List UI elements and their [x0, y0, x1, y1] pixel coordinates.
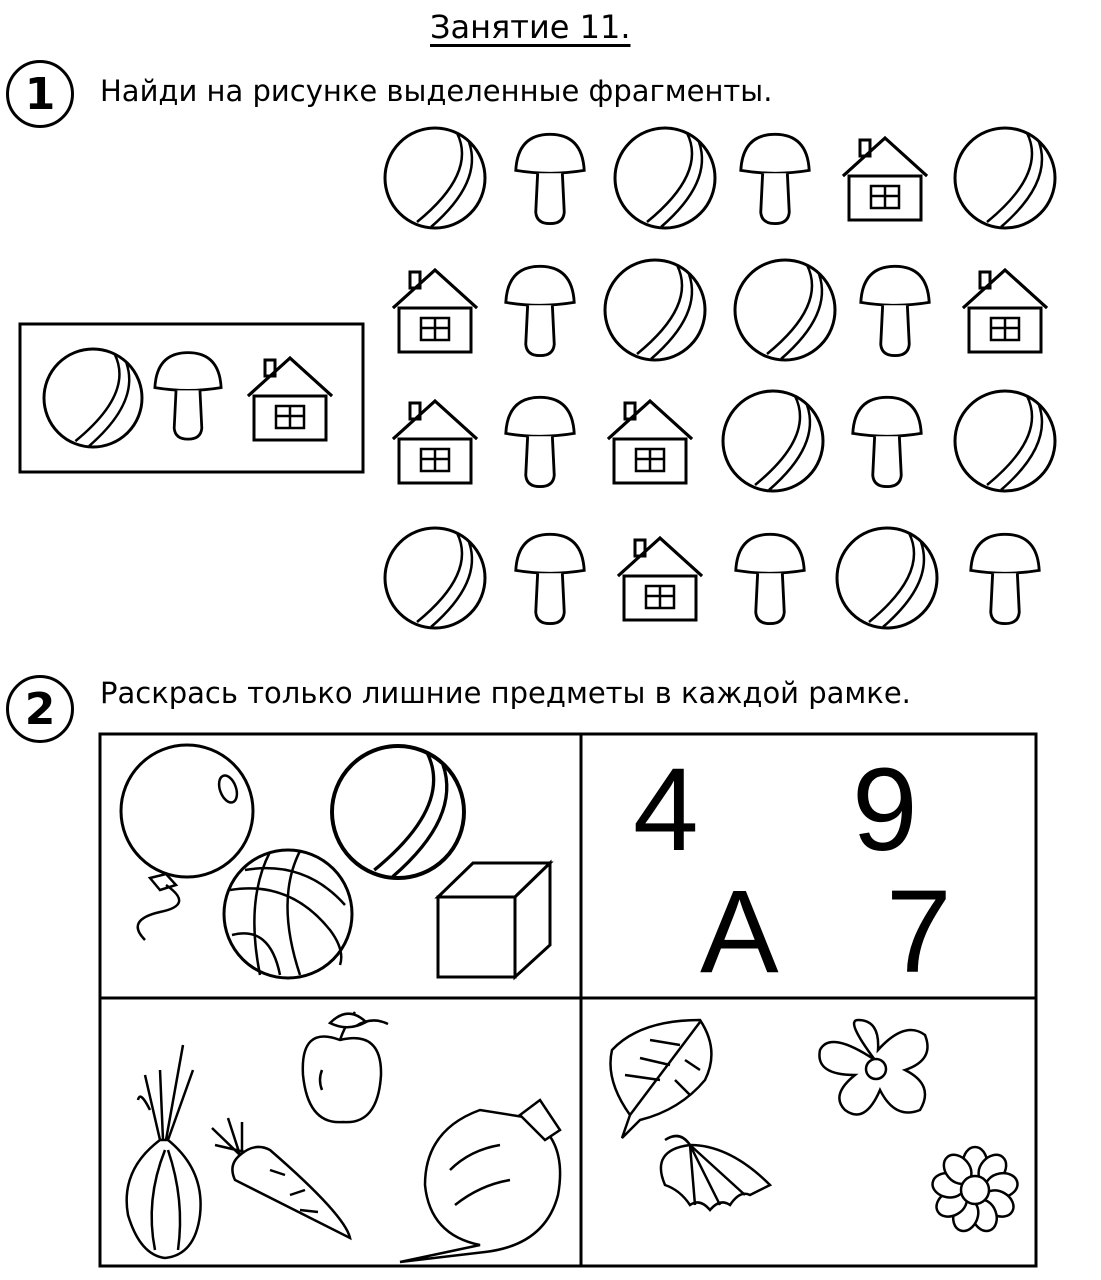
leaf-icon: [610, 1020, 711, 1138]
umbrella-icon: [661, 1136, 770, 1210]
digit-seven: 7: [886, 866, 952, 998]
onion-icon: [127, 1045, 201, 1258]
task2-number: 2: [6, 675, 74, 743]
sample-house-icon: [248, 358, 332, 440]
figure-grid: [385, 128, 1055, 628]
digit-nine: 9: [852, 744, 918, 876]
grid-mushroom-icon: [506, 266, 574, 355]
grid-ball-icon: [955, 391, 1055, 491]
task1-number: 1: [6, 60, 74, 128]
carrot-icon: [212, 1118, 350, 1238]
grid-mushroom-icon: [853, 397, 921, 486]
volleyball-icon: [224, 850, 352, 978]
grid-ball-icon: [837, 528, 937, 628]
letter-a: А: [700, 866, 779, 998]
grid-mushroom-icon: [516, 134, 584, 223]
grid-ball-icon: [385, 128, 485, 228]
grid-ball-icon: [615, 128, 715, 228]
grid-mushroom-icon: [516, 534, 584, 623]
ball-icon: [332, 746, 464, 878]
grid-mushroom-icon: [971, 534, 1039, 623]
sample-mushroom-icon: [155, 353, 221, 439]
digit-four: 4: [633, 744, 699, 876]
grid-mushroom-icon: [861, 266, 929, 355]
task2-instruction: Раскрась только лишние предметы в каждой рамке.: [100, 676, 911, 710]
grid-ball-icon: [735, 260, 835, 360]
grid-house-icon: [393, 401, 477, 483]
lesson-title: Занятие 11.: [430, 8, 631, 46]
daisy-icon: [931, 1147, 1020, 1235]
grid-house-icon: [393, 270, 477, 352]
grid-house-icon: [843, 138, 927, 220]
grid-house-icon: [608, 401, 692, 483]
grid-ball-icon: [605, 260, 705, 360]
grid-mushroom-icon: [741, 134, 809, 223]
sample-ball-icon: [44, 349, 142, 447]
grid-ball-icon: [955, 128, 1055, 228]
cube-icon: [438, 863, 550, 977]
grid-ball-icon: [723, 391, 823, 491]
task1-instruction: Найди на рисунке выделенные фрагменты.: [100, 74, 773, 108]
grid-house-icon: [618, 538, 702, 620]
grid-ball-icon: [385, 528, 485, 628]
beet-icon: [400, 1100, 560, 1262]
grid-house-icon: [963, 270, 1047, 352]
grid-mushroom-icon: [506, 397, 574, 486]
flower-icon: [819, 1020, 927, 1115]
grid-mushroom-icon: [736, 534, 804, 623]
apple-icon: [303, 1012, 388, 1122]
